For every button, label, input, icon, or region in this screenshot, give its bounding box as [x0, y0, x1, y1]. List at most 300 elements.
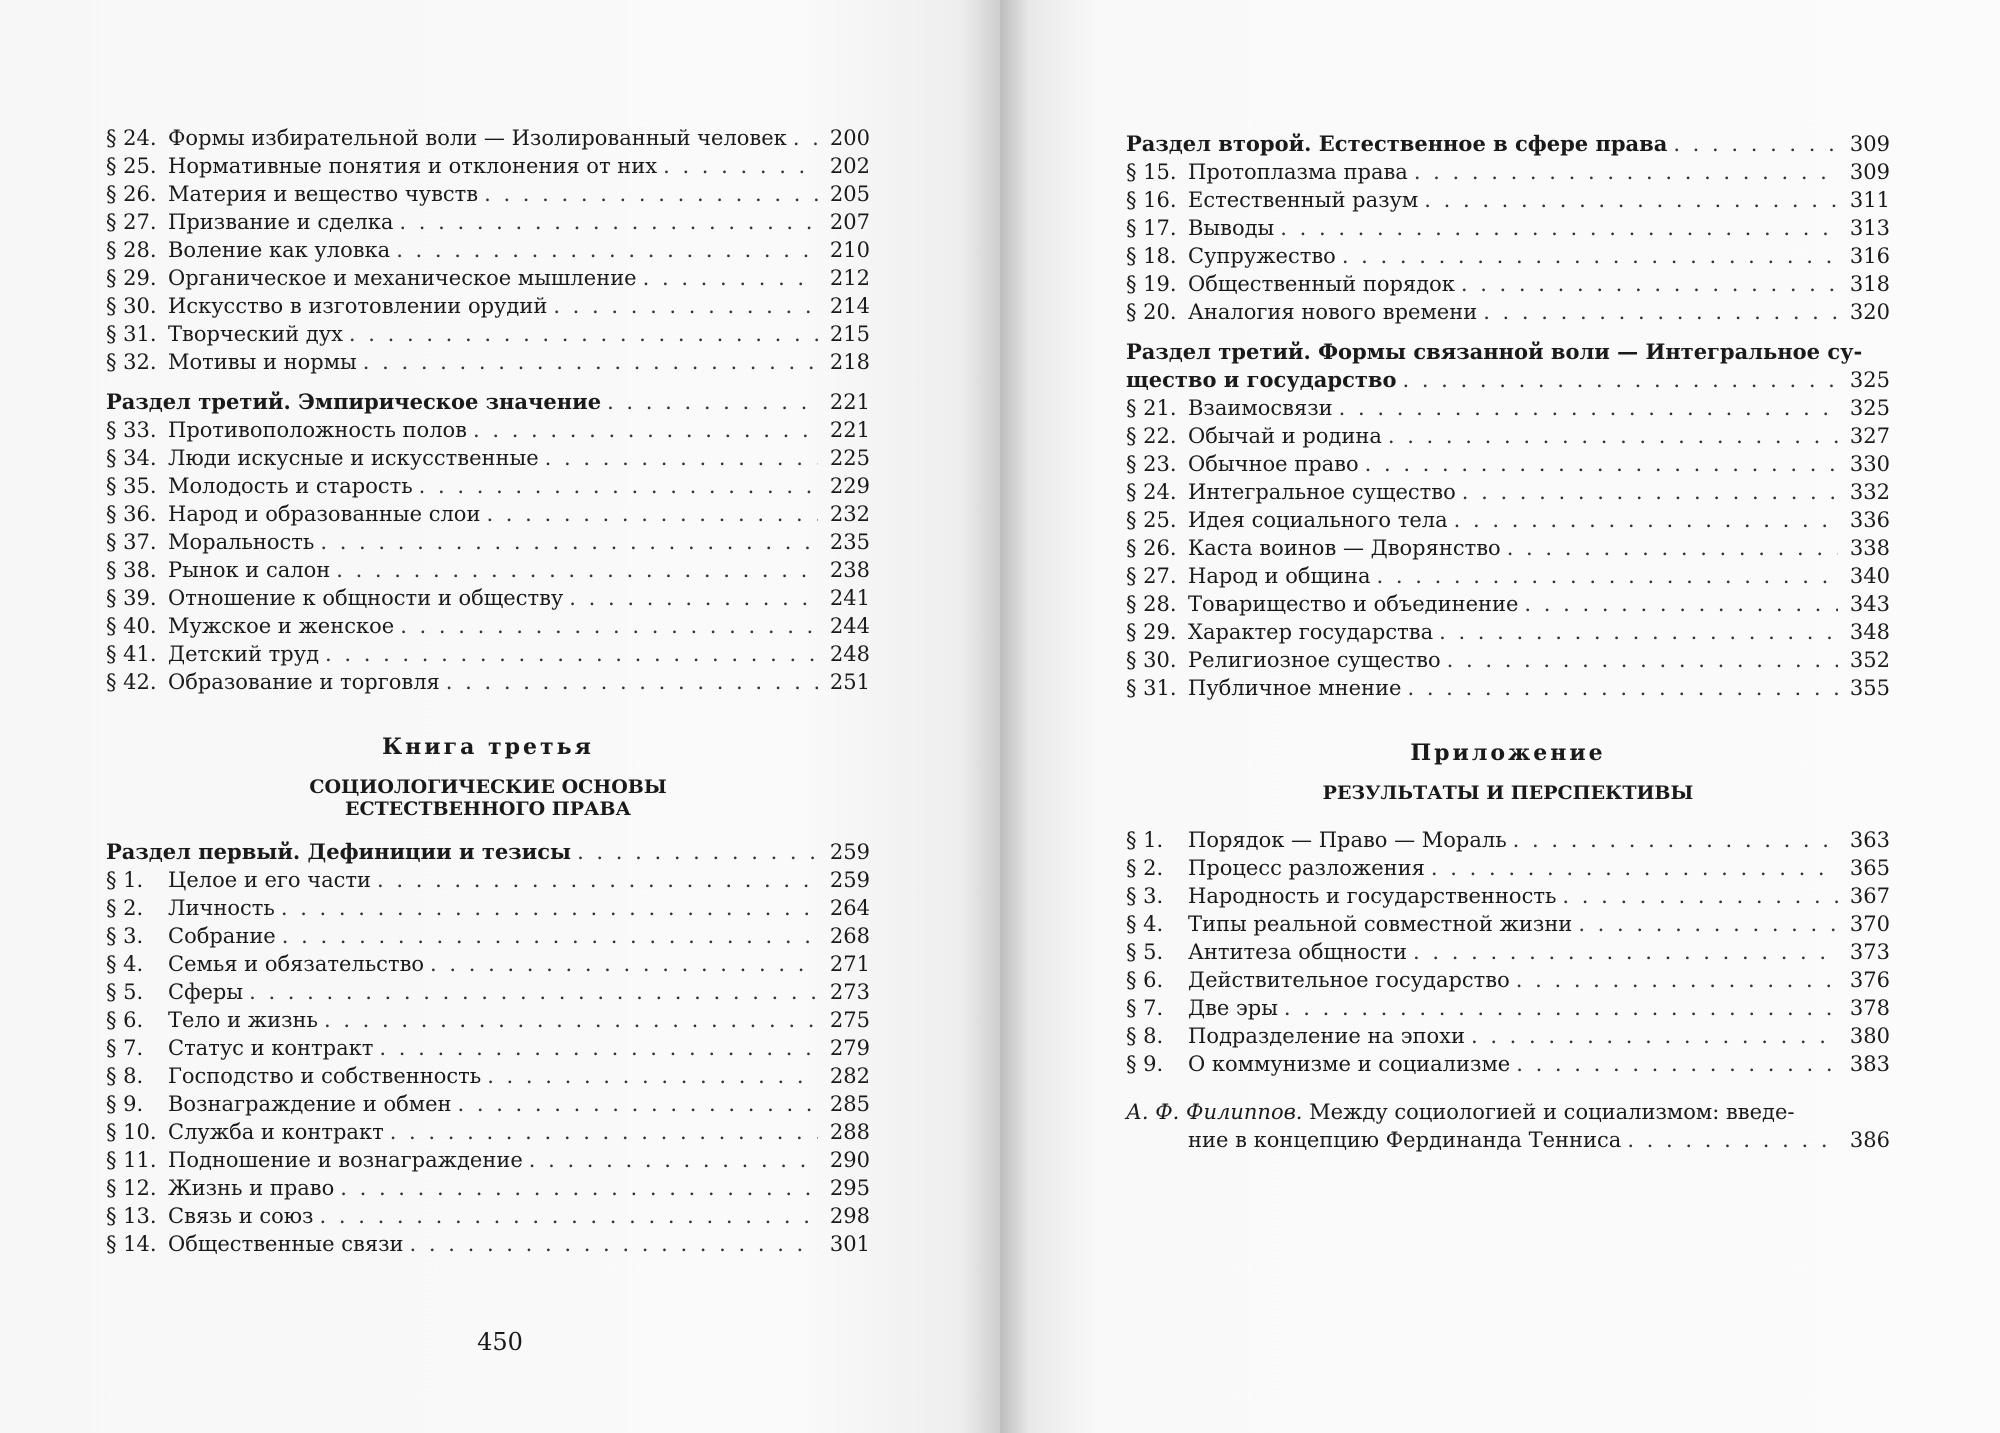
entry-title: Аналогия нового времени	[1188, 300, 1478, 324]
entry-number: § 10.	[106, 1120, 157, 1144]
entry-page-number: 282	[829, 1064, 870, 1088]
leader-dots	[484, 180, 818, 208]
toc-entry	[106, 1034, 870, 1062]
entry-title: Мотивы и нормы	[168, 350, 357, 374]
entry-title: Идея социального тела	[1188, 508, 1448, 532]
leader-dots	[793, 124, 818, 152]
entry-title: Статус и контракт	[168, 1036, 374, 1060]
toc-entry	[106, 264, 870, 292]
entry-page-number: 378	[1849, 996, 1890, 1020]
entry-title: Две эры	[1188, 996, 1278, 1020]
toc-entry	[1126, 534, 1890, 562]
entry-number: § 31.	[106, 322, 157, 346]
entry-title: Интегральное существо	[1188, 480, 1456, 504]
entry-page-number: 288	[829, 1120, 870, 1144]
section-title: Раздел третий. Эмпирическое значение	[106, 389, 602, 414]
toc-entry	[106, 444, 870, 472]
toc-entry	[1126, 966, 1890, 994]
entry-page-number: 275	[829, 1008, 870, 1032]
entry-number: § 16.	[1126, 188, 1177, 212]
entry-number: § 17.	[1126, 216, 1177, 240]
entry-page-number: 298	[829, 1204, 870, 1228]
entry-title: Люди искусные и искусственные	[168, 446, 539, 470]
entry-page-number: 251	[829, 670, 870, 694]
entry-number: § 34.	[106, 446, 157, 470]
entry-title: Каста воинов — Дворянство	[1188, 536, 1501, 560]
appendix-subtitle: РЕЗУЛЬТАТЫ И ПЕРСПЕКТИВЫ	[1322, 782, 1694, 804]
toc-entry	[1126, 938, 1890, 966]
entry-number: § 27.	[106, 210, 157, 234]
leader-dots	[577, 838, 818, 866]
essay-line	[1126, 1098, 1890, 1126]
entry-page-number: 215	[829, 322, 870, 346]
entry-number: § 33.	[106, 418, 157, 442]
entry-number: § 5.	[1126, 940, 1164, 964]
entry-number: § 1.	[106, 868, 144, 892]
entry-number: § 37.	[106, 530, 157, 554]
entry-number: § 41.	[106, 642, 157, 666]
leader-dots	[419, 472, 818, 500]
entry-title: Противоположность полов	[168, 418, 467, 442]
entry-number: § 7.	[1126, 996, 1164, 1020]
leader-dots	[643, 264, 818, 292]
entry-page-number: 301	[829, 1232, 870, 1256]
leader-dots	[377, 866, 818, 894]
entry-page-number: 367	[1849, 884, 1890, 908]
entry-number: § 32.	[106, 350, 157, 374]
entry-title: Характер государства	[1188, 620, 1434, 644]
entry-page-number: 202	[829, 154, 870, 178]
toc-section-heading	[106, 838, 870, 866]
entry-title: Подношение и вознаграждение	[168, 1148, 523, 1172]
entry-title: Общественный порядок	[1188, 272, 1455, 296]
entry-number: § 23.	[1126, 452, 1177, 476]
essay-author: А. Ф. Филиппов.	[1126, 1100, 1303, 1124]
leader-dots	[1516, 966, 1838, 994]
entry-page-number: 348	[1849, 620, 1890, 644]
section-page-number: 325	[1849, 368, 1890, 392]
leader-dots	[282, 922, 818, 950]
entry-number: § 3.	[106, 924, 144, 948]
leader-dots	[396, 236, 818, 264]
entry-title: Рынок и салон	[168, 558, 331, 582]
toc-entry	[106, 1118, 870, 1146]
toc-entry	[1126, 478, 1890, 506]
toc-entry	[1126, 298, 1890, 326]
entry-number: § 8.	[1126, 1024, 1164, 1048]
entry-title: Моральность	[168, 530, 315, 554]
entry-number: § 3.	[1126, 884, 1164, 908]
entry-page-number: 205	[829, 182, 870, 206]
leader-dots	[1462, 478, 1838, 506]
toc-entry	[1126, 854, 1890, 882]
leader-dots	[363, 348, 818, 376]
entry-title: Отношение к общности и обществу	[168, 586, 564, 610]
entry-page-number: 259	[829, 868, 870, 892]
leader-dots	[663, 152, 818, 180]
section-title-line	[1126, 366, 1890, 394]
entry-page-number: 380	[1849, 1024, 1890, 1048]
entry-title: Жизнь и право	[168, 1176, 335, 1200]
entry-number: § 6.	[106, 1008, 144, 1032]
toc-entry	[106, 950, 870, 978]
entry-number: § 20.	[1126, 300, 1177, 324]
section-page-number: 259	[829, 840, 870, 864]
entry-page-number: 383	[1849, 1052, 1890, 1076]
leader-dots	[1516, 1050, 1838, 1078]
leader-dots	[325, 640, 818, 668]
leader-dots	[410, 1230, 818, 1258]
leader-dots	[1280, 214, 1838, 242]
toc-entry	[106, 292, 870, 320]
entry-page-number: 343	[1849, 592, 1890, 616]
entry-page-number: 370	[1849, 912, 1890, 936]
toc-entry	[106, 866, 870, 894]
entry-page-number: 355	[1849, 676, 1890, 700]
toc-entry	[1126, 910, 1890, 938]
entry-page-number: 279	[829, 1036, 870, 1060]
essay-entry	[1126, 1098, 1890, 1154]
leader-dots	[1407, 674, 1838, 702]
entry-number: § 30.	[1126, 648, 1177, 672]
entry-title: Творческий дух	[168, 322, 343, 346]
entry-page-number: 271	[829, 952, 870, 976]
left-toc-column	[106, 124, 870, 1258]
entry-page-number: 273	[829, 980, 870, 1004]
section-title: Раздел первый. Дефиниции и тезисы	[106, 839, 572, 864]
entry-title: Формы избирательной воли — Изолированный человек	[168, 126, 787, 150]
leader-dots	[324, 1006, 818, 1034]
toc-entry	[106, 894, 870, 922]
toc-entry	[1126, 646, 1890, 674]
entry-page-number: 318	[1849, 272, 1890, 296]
entry-number: § 13.	[106, 1204, 157, 1228]
entry-page-number: 332	[1849, 480, 1890, 504]
entry-number: § 24.	[106, 126, 157, 150]
leader-dots	[336, 556, 818, 584]
entry-title: Детский труд	[168, 642, 320, 666]
leader-dots	[390, 1118, 818, 1146]
toc-entry	[106, 348, 870, 376]
leader-dots	[1578, 910, 1838, 938]
entry-title: Народ и образованные слои	[168, 502, 481, 526]
toc-entry	[1126, 590, 1890, 618]
leader-dots	[1402, 366, 1838, 394]
entry-page-number: 210	[829, 238, 870, 262]
toc-group-left-c	[106, 866, 870, 1258]
toc-group-left-b	[106, 416, 870, 696]
leader-dots	[340, 1174, 818, 1202]
toc-entry	[106, 1230, 870, 1258]
entry-number: § 21.	[1126, 396, 1177, 420]
leader-dots	[487, 1062, 818, 1090]
entry-title: Антитеза общности	[1188, 940, 1408, 964]
entry-number: § 15.	[1126, 160, 1177, 184]
leader-dots	[1627, 1126, 1838, 1154]
toc-entry	[106, 1006, 870, 1034]
entry-number: § 7.	[106, 1036, 144, 1060]
entry-number: § 26.	[106, 182, 157, 206]
entry-number: § 30.	[106, 294, 157, 318]
entry-number: § 28.	[106, 238, 157, 262]
entry-page-number: 320	[1849, 300, 1890, 324]
entry-title: Молодость и старость	[168, 474, 413, 498]
entry-title: Взаимосвязи	[1188, 396, 1333, 420]
leader-dots	[320, 528, 818, 556]
leader-dots	[1365, 450, 1838, 478]
book-subtitle-line: ЕСТЕСТВЕННОГО ПРАВА	[344, 798, 631, 820]
toc-entry	[1126, 270, 1890, 298]
book-subtitle-line: СОЦИОЛОГИЧЕСКИЕ ОСНОВЫ	[309, 776, 667, 798]
entry-page-number: 235	[829, 530, 870, 554]
entry-number: § 12.	[106, 1176, 157, 1200]
leader-dots	[1377, 562, 1838, 590]
entry-number: § 9.	[1126, 1052, 1164, 1076]
entry-page-number: 309	[1849, 160, 1890, 184]
entry-page-number: 338	[1849, 536, 1890, 560]
entry-title: Народ и община	[1188, 564, 1371, 588]
entry-number: § 9.	[106, 1092, 144, 1116]
entry-page-number: 248	[829, 642, 870, 666]
entry-page-number: 290	[829, 1148, 870, 1172]
toc-entry	[106, 528, 870, 556]
leader-dots	[349, 320, 818, 348]
entry-title: Органическое и механическое мышление	[168, 266, 637, 290]
entry-number: § 18.	[1126, 244, 1177, 268]
entry-title: Собрание	[168, 924, 276, 948]
toc-entry	[106, 124, 870, 152]
leader-dots	[1513, 826, 1838, 854]
toc-entry	[106, 320, 870, 348]
leader-dots	[1483, 298, 1838, 326]
entry-page-number: 316	[1849, 244, 1890, 268]
toc-entry	[1126, 674, 1890, 702]
entry-title: Образование и торговля	[168, 670, 440, 694]
entry-page-number: 200	[829, 126, 870, 150]
toc-entry	[106, 556, 870, 584]
leader-dots	[1507, 534, 1838, 562]
entry-page-number: 336	[1849, 508, 1890, 532]
toc-entry	[106, 472, 870, 500]
toc-section-heading	[1126, 338, 1890, 394]
entry-number: § 6.	[1126, 968, 1164, 992]
spacer	[1126, 804, 1890, 826]
toc-entry	[106, 208, 870, 236]
toc-section-heading	[106, 388, 870, 416]
section-title-line: Раздел третий. Формы связанной воли — Интегральное су-	[1126, 339, 1863, 364]
entry-page-number: 327	[1849, 424, 1890, 448]
right-toc-column	[1126, 130, 1890, 1154]
toc-entry	[106, 1090, 870, 1118]
entry-page-number: 325	[1849, 396, 1890, 420]
entry-number: § 14.	[106, 1232, 157, 1256]
toc-group-right-b	[1126, 394, 1890, 702]
entry-title: Общественные связи	[168, 1232, 404, 1256]
entry-number: § 27.	[1126, 564, 1177, 588]
entry-page-number: 373	[1849, 940, 1890, 964]
entry-page-number: 221	[829, 418, 870, 442]
toc-entry	[106, 584, 870, 612]
leader-dots	[399, 208, 818, 236]
entry-title: Религиозное существо	[1188, 648, 1441, 672]
entry-page-number: 340	[1849, 564, 1890, 588]
toc-entry	[106, 668, 870, 696]
book-subtitle	[106, 776, 870, 820]
entry-page-number: 363	[1849, 828, 1890, 852]
leader-dots	[1524, 590, 1838, 618]
toc-entry	[1126, 186, 1890, 214]
entry-title: О коммунизме и социализме	[1188, 1052, 1511, 1076]
leader-dots	[1342, 242, 1838, 270]
leader-dots	[430, 950, 818, 978]
entry-page-number: 238	[829, 558, 870, 582]
toc-entry	[106, 640, 870, 668]
entry-number: § 25.	[106, 154, 157, 178]
entry-title: Выводы	[1188, 216, 1275, 240]
toc-group-right-c	[1126, 826, 1890, 1078]
toc-entry	[1126, 994, 1890, 1022]
section-title: щество и государство	[1126, 367, 1397, 392]
leader-dots	[1439, 618, 1838, 646]
toc-group-right-a	[1126, 158, 1890, 326]
entry-page-number: 311	[1849, 188, 1890, 212]
toc-entry	[106, 1174, 870, 1202]
entry-number: § 5.	[106, 980, 144, 1004]
entry-page-number: 264	[829, 896, 870, 920]
entry-title: Обычай и родина	[1188, 424, 1382, 448]
toc-group-left-a	[106, 124, 870, 376]
entry-page-number: 241	[829, 586, 870, 610]
entry-title: Действительное государство	[1188, 968, 1510, 992]
entry-title: Народность и государственность	[1188, 884, 1557, 908]
toc-entry	[1126, 242, 1890, 270]
leader-dots	[1461, 270, 1838, 298]
entry-page-number: 212	[829, 266, 870, 290]
entry-page-number: 365	[1849, 856, 1890, 880]
entry-title: Подразделение на эпохи	[1188, 1024, 1465, 1048]
entry-page-number: 285	[829, 1092, 870, 1116]
leader-dots	[553, 292, 818, 320]
entry-number: § 26.	[1126, 536, 1177, 560]
toc-entry	[106, 1146, 870, 1174]
entry-number: § 4.	[106, 952, 144, 976]
entry-number: § 2.	[1126, 856, 1164, 880]
entry-number: § 19.	[1126, 272, 1177, 296]
entry-number: § 35.	[106, 474, 157, 498]
entry-number: § 40.	[106, 614, 157, 638]
entry-title: Порядок — Право — Мораль	[1188, 828, 1507, 852]
entry-title: Обычное право	[1188, 452, 1359, 476]
toc-entry	[1126, 158, 1890, 186]
entry-title: Естественный разум	[1188, 188, 1419, 212]
toc-entry	[1126, 882, 1890, 910]
entry-title: Мужское и женское	[168, 614, 395, 638]
leader-dots	[446, 668, 818, 696]
toc-entry	[106, 416, 870, 444]
entry-page-number: 376	[1849, 968, 1890, 992]
toc-entry	[1126, 450, 1890, 478]
leader-dots	[529, 1146, 818, 1174]
toc-entry	[106, 236, 870, 264]
essay-title-part: ние в концепцию Фердинанда Тенниса	[1188, 1128, 1622, 1152]
entry-page-number: 225	[829, 446, 870, 470]
essay-line	[1126, 1126, 1890, 1154]
toc-entry	[106, 1062, 870, 1090]
leader-dots	[473, 416, 818, 444]
entry-number: § 39.	[106, 586, 157, 610]
leader-dots	[249, 978, 818, 1006]
entry-title: Процесс разложения	[1188, 856, 1425, 880]
leader-dots	[1414, 158, 1838, 186]
leader-dots	[1424, 186, 1838, 214]
leader-dots	[1454, 506, 1838, 534]
entry-page-number: 207	[829, 210, 870, 234]
entry-title: Воление как уловка	[168, 238, 391, 262]
essay-title-part: Между социологией и социализмом: введе-	[1309, 1100, 1795, 1124]
leader-dots	[1413, 938, 1838, 966]
leader-dots	[1284, 994, 1838, 1022]
entry-number: § 29.	[106, 266, 157, 290]
entry-number: § 11.	[106, 1148, 157, 1172]
entry-title: Сферы	[168, 980, 244, 1004]
toc-entry	[1126, 394, 1890, 422]
book-heading: Книга третья	[382, 734, 594, 760]
entry-title: Супружество	[1188, 244, 1336, 268]
entry-number: § 2.	[106, 896, 144, 920]
entry-page-number: 218	[829, 350, 870, 374]
toc-entry	[1126, 826, 1890, 854]
toc-entry	[106, 500, 870, 528]
leader-dots	[569, 584, 818, 612]
entry-title: Господство и собственность	[168, 1064, 482, 1088]
toc-entry	[1126, 1022, 1890, 1050]
entry-title: Связь и союз	[168, 1204, 314, 1228]
leader-dots	[1339, 394, 1838, 422]
right-page	[1000, 0, 2000, 1433]
entry-page-number: 295	[829, 1176, 870, 1200]
entry-page-number: 352	[1849, 648, 1890, 672]
entry-title: Протоплазма права	[1188, 160, 1408, 184]
leader-dots	[607, 388, 818, 416]
entry-title: Искусство в изготовлении орудий	[168, 294, 548, 318]
toc-entry	[1126, 422, 1890, 450]
leader-dots	[458, 1090, 819, 1118]
entry-number: § 4.	[1126, 912, 1164, 936]
section-page-number: 309	[1849, 132, 1890, 156]
entry-title: Семья и обязательство	[168, 952, 425, 976]
entry-number: § 24.	[1126, 480, 1177, 504]
toc-entry	[106, 1202, 870, 1230]
section-title: Раздел второй. Естественное в сфере права	[1126, 131, 1668, 156]
entry-title: Материя и вещество чувств	[168, 182, 479, 206]
entry-page-number: 229	[829, 474, 870, 498]
toc-entry	[1126, 506, 1890, 534]
entry-page-number: 268	[829, 924, 870, 948]
leader-dots	[486, 500, 818, 528]
entry-page-number: 244	[829, 614, 870, 638]
entry-number: § 25.	[1126, 508, 1177, 532]
entry-title: Типы реальной совместной жизни	[1188, 912, 1573, 936]
section-page-number: 221	[829, 390, 870, 414]
toc-section-heading	[1126, 130, 1890, 158]
leader-dots	[281, 894, 818, 922]
entry-page-number: 214	[829, 294, 870, 318]
entry-number: § 8.	[106, 1064, 144, 1088]
entry-page-number: 313	[1849, 216, 1890, 240]
entry-title: Нормативные понятия и отклонения от них	[168, 154, 658, 178]
leader-dots	[1431, 854, 1838, 882]
toc-entry	[1126, 214, 1890, 242]
